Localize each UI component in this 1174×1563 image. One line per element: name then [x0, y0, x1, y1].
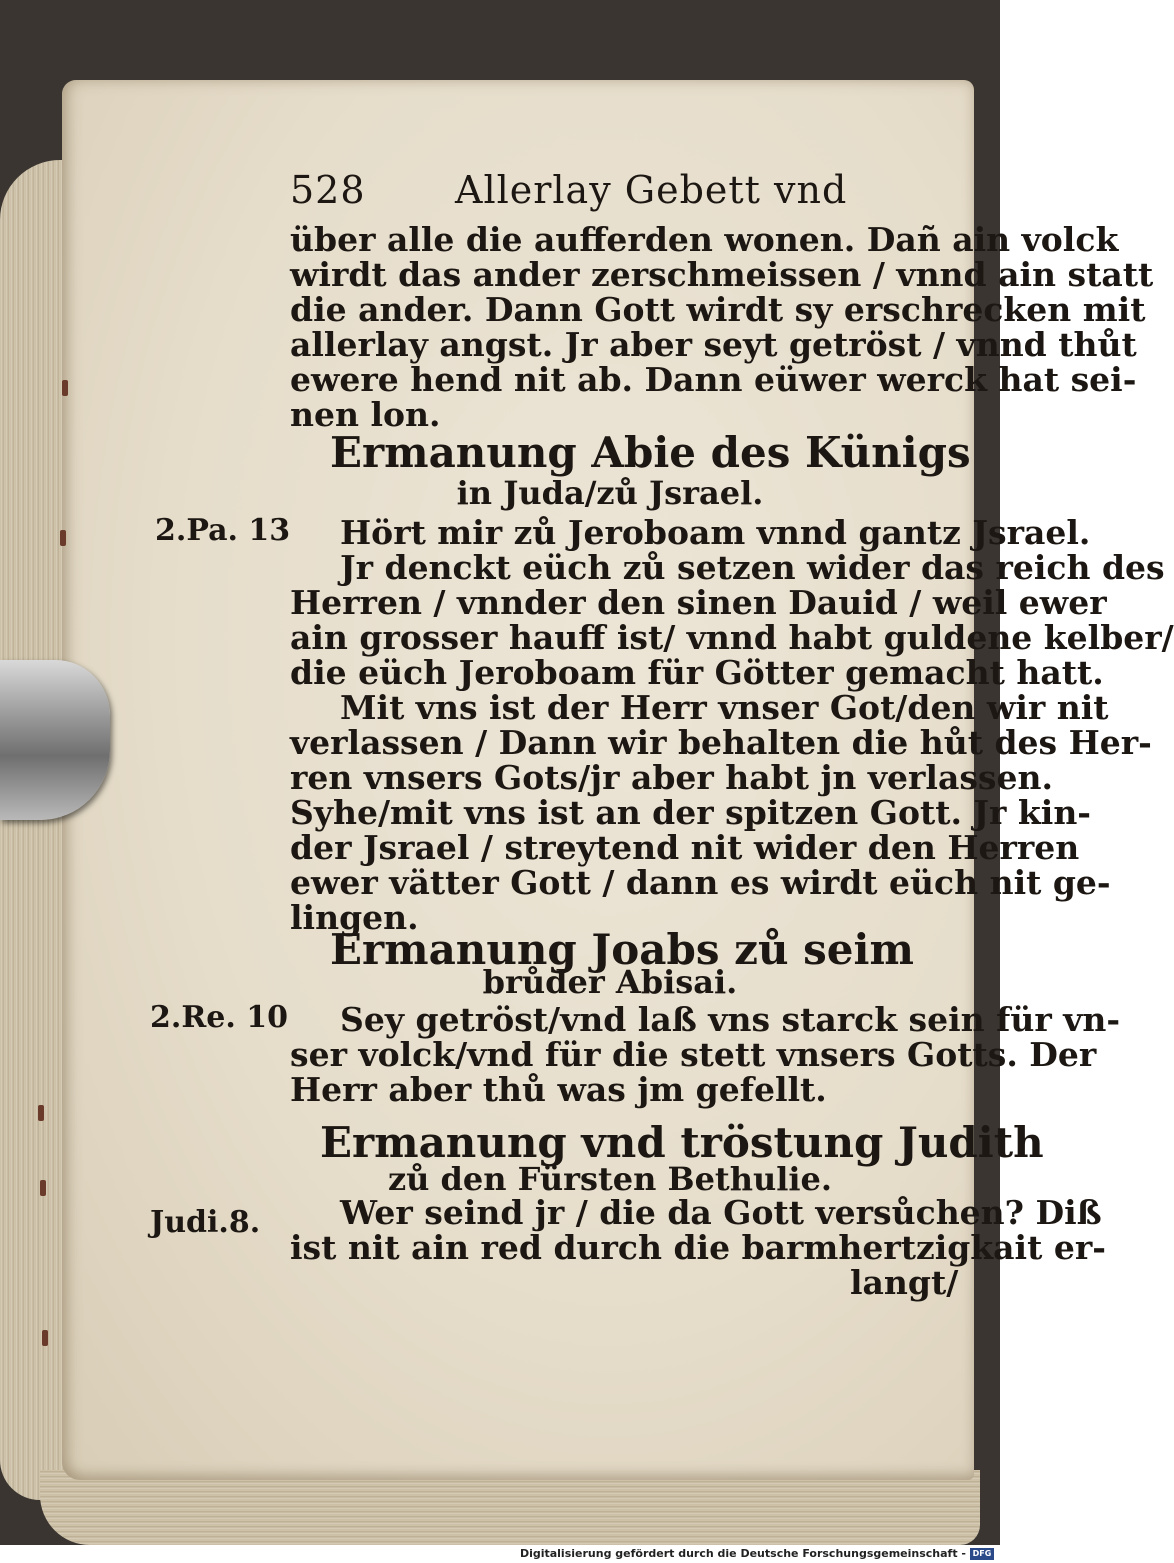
text-line: Sey getröst/vnd laß vns starck sein für vn- [340, 1000, 1121, 1039]
section-heading: Ermanung vnd tröstung Judith [320, 1118, 1044, 1167]
digitization-footer [0, 1545, 1000, 1563]
page-edges-left [0, 160, 70, 1500]
binding-thread-mark [42, 1330, 48, 1346]
text-line: ewere hend nit ab. Dann eüwer werck hat sei- [290, 360, 1137, 399]
binding-thread-mark [40, 1180, 46, 1196]
text-line: die eüch Jeroboam für Götter gemacht hatt. [290, 653, 1104, 692]
running-head: Allerlay Gebett vnd [455, 168, 848, 212]
text-line: Jr denckt eüch zů setzen wider das reich des [340, 548, 1165, 587]
section-heading: Ermanung Joabs zů seim [330, 925, 914, 974]
text-line: allerlay angst. Jr aber seyt getröst / vnnd thůt [290, 325, 1137, 364]
margin-reference: 2.Re. 10 [150, 1000, 288, 1035]
text-line: ser volck/vnd für die stett vnsers Gotts. Der [290, 1035, 1097, 1074]
text-line: ist nit ain red durch die barmhertzigkait er- [290, 1228, 1106, 1267]
binding-thread-mark [38, 1105, 44, 1121]
text-line: verlassen / Dann wir behalten die hůt des Her- [290, 723, 1152, 762]
page-edges-bottom [40, 1470, 980, 1545]
text-line: Herr aber thů was jm gefellt. [290, 1070, 827, 1109]
text-line: Mit vns ist der Herr vnser Got/den wir nit [340, 688, 1109, 727]
margin-reference: 2.Pa. 13 [155, 513, 291, 548]
binding-thread-mark [62, 380, 68, 396]
text-line: ewer vätter Gott / dann es wirdt eüch nit ge- [290, 863, 1111, 902]
section-subheading: in Juda/zů Jsrael. [456, 474, 764, 512]
text-line: Wer seind jr / die da Gott versůchen? Diß [340, 1193, 1102, 1232]
funding-notice: Digitalisierung gefördert durch die Deutsche Forschungsgemeinschaft - [519, 1547, 966, 1560]
text-line: wirdt das ander zerschmeissen / vnnd ain statt [290, 255, 1154, 294]
catchword: langt/ [850, 1263, 959, 1302]
section-subheading: brůder Abisai. [482, 963, 738, 1001]
text-line: der Jsrael / streytend nit wider den Herren [290, 828, 1080, 867]
text-line: nen lon. [290, 395, 441, 434]
binding-thread-mark [60, 530, 66, 546]
text-line: Herren / vnnder den sinen Dauid / weil ewer [290, 583, 1107, 622]
dfg-logo: DFG [970, 1548, 994, 1560]
text-line: lingen. [290, 898, 419, 937]
text-line: Syhe/mit vns ist an der spitzen Gott. Jr kin- [290, 793, 1092, 832]
text-line: Hört mir zů Jeroboam vnnd gantz Jsrael. [340, 513, 1091, 552]
text-line: die ander. Dann Gott wirdt sy erschrecken mit [290, 290, 1146, 329]
page-number: 528 [290, 168, 366, 212]
margin-reference: Judi.8. [150, 1205, 261, 1240]
text-line: über alle die aufferden wonen. Dañ ain volck [290, 220, 1119, 259]
text-line: ren vnsers Gots/jr aber habt jn verlassen. [290, 758, 1053, 797]
section-heading: Ermanung Abie des Künigs [330, 428, 971, 477]
text-line: ain grosser hauff ist/ vnnd habt guldene kelber/ [290, 618, 1174, 657]
section-subheading: zů den Fürsten Bethulie. [387, 1160, 833, 1198]
